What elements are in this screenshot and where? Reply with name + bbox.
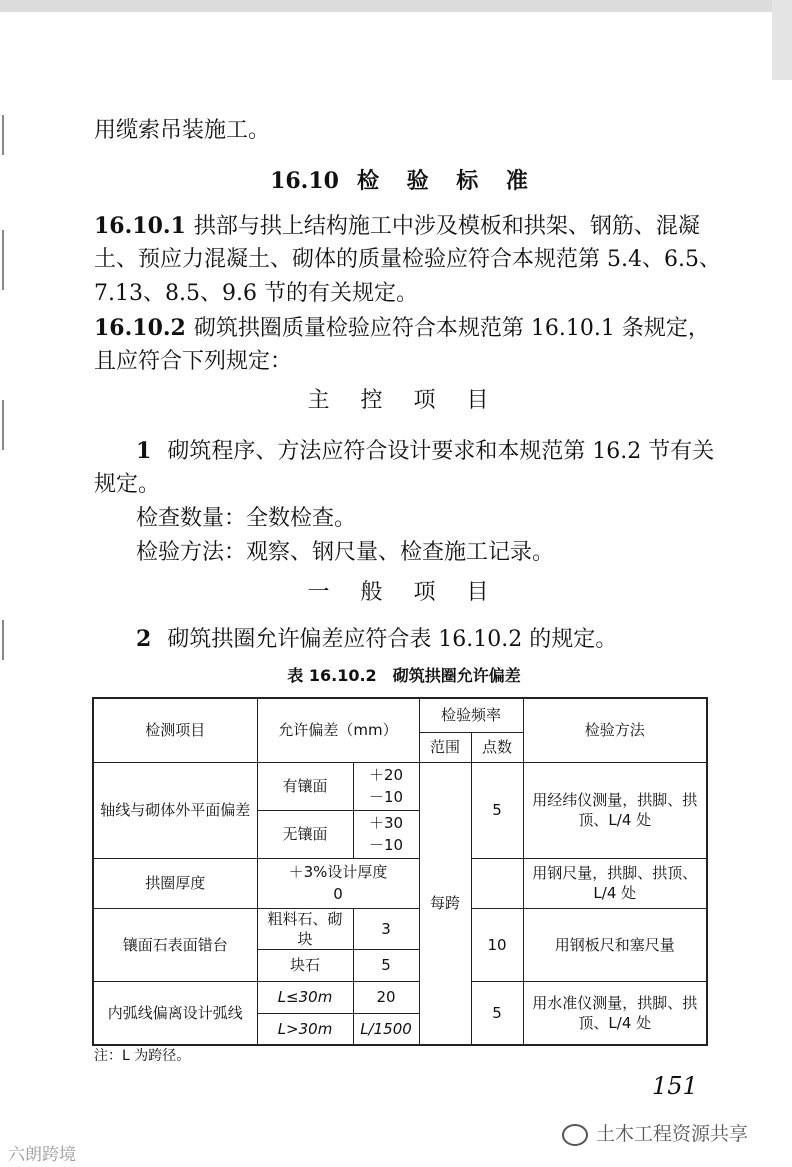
facing-points: 10 — [471, 908, 523, 981]
table-row — [93, 762, 707, 810]
table-caption-title: 砌筑拱圈允许偏差 — [392, 666, 521, 685]
check-quantity: 检查数量：全数检查。 — [136, 506, 357, 531]
axis-sub2-values — [353, 810, 419, 858]
header-points: 点数 — [471, 732, 523, 762]
arc-points: 5 — [471, 981, 523, 1045]
arc-method: 用水准仪测量，拱脚、拱顶、L/4 处 — [523, 981, 707, 1045]
item-1-text: 砌筑程序、方法应符合设计要求和本规范第 16.2 节有关 — [167, 439, 715, 464]
section-number: 16.10 — [270, 168, 339, 194]
facing-item: 镶面石表面错台 — [93, 908, 257, 981]
page-number: 151 — [652, 1072, 698, 1100]
table-caption — [94, 663, 714, 686]
arc-sub1-value: 20 — [353, 981, 419, 1013]
clause-1-line-1 — [94, 211, 714, 242]
axis-method: 用经纬仪测量，拱脚、拱顶、L/4 处 — [523, 762, 707, 858]
section-heading — [94, 166, 714, 196]
axis-sub1-plus: ＋20 — [368, 766, 404, 784]
margin-mark — [2, 115, 4, 155]
axis-sub1-values — [353, 762, 419, 810]
axis-sub2-plus: ＋30 — [368, 814, 404, 832]
section-title: 检 验 标 准 — [356, 168, 538, 194]
watermark-right — [562, 1119, 748, 1146]
thickness-method: 用钢尺量，拱脚、拱顶、L/4 处 — [523, 858, 707, 908]
table-header-row — [93, 698, 707, 732]
facing-method: 用钢板尺和塞尺量 — [523, 908, 707, 981]
clause-2-line-1 — [94, 313, 714, 344]
item-2-text: 砌筑拱圈允许偏差应符合表 16.10.2 的规定。 — [167, 627, 618, 652]
facing-sub2-label: 块石 — [257, 949, 353, 981]
axis-points: 5 — [471, 762, 523, 858]
clause-2-text: 砌筑拱圈质量检验应符合本规范第 16.10.1 条规定， — [193, 316, 710, 341]
arc-sub2-label: L>30m — [257, 1013, 353, 1045]
item-1-line-2: 规定。 — [94, 472, 161, 497]
margin-mark — [2, 230, 4, 290]
axis-sub1-label: 有镶面 — [257, 762, 353, 810]
watermark-right-text: 土木工程资源共享 — [596, 1123, 749, 1145]
table-row — [93, 908, 707, 949]
check-method: 检验方法：观察、钢尺量、检查施工记录。 — [136, 540, 555, 565]
thickness-item: 拱圈厚度 — [93, 858, 257, 908]
wechat-icon — [562, 1124, 588, 1146]
table-row — [93, 858, 707, 908]
axis-item: 轴线与砌体外平面偏差 — [93, 762, 257, 858]
header-tolerance: 允许偏差（mm） — [257, 698, 419, 762]
axis-sub1-minus: －10 — [368, 788, 404, 806]
facing-sub1-value: 3 — [353, 908, 419, 949]
facing-sub1-label: 粗料石、砌块 — [257, 908, 353, 949]
header-item: 检测项目 — [93, 698, 257, 762]
main-items-heading: 主 控 项 目 — [307, 388, 501, 413]
item-2-number: 2 — [136, 626, 152, 652]
axis-sub2-label: 无镶面 — [257, 810, 353, 858]
header-scope: 范围 — [419, 732, 471, 762]
intro-line: 用缆索吊装施工。 — [94, 118, 271, 143]
thickness-minus: 0 — [333, 885, 343, 903]
general-items-heading: 一 般 项 目 — [307, 580, 501, 605]
clause-1-line-2: 土、预应力混凝土、砌体的质量检验应符合本规范第 5.4、6.5、 — [94, 247, 721, 272]
clause-1-text: 拱部与拱上结构施工中涉及模板和拱架、钢筋、混凝 — [193, 214, 700, 239]
arc-sub1-label: L≤30m — [257, 981, 353, 1013]
item-1-number: 1 — [136, 438, 152, 464]
table-note: 注：L 为跨径。 — [94, 1048, 191, 1064]
header-frequency: 检验频率 — [419, 698, 523, 732]
facing-sub2-value: 5 — [353, 949, 419, 981]
clause-2-number: 16.10.2 — [94, 315, 186, 341]
table-caption-number: 表 16.10.2 — [287, 666, 377, 685]
table-row — [93, 981, 707, 1013]
header-method: 检验方法 — [523, 698, 707, 762]
watermark-left: 六朗跨境 — [8, 1145, 76, 1165]
scan-edge-top — [0, 0, 792, 12]
item-1-line-1 — [136, 436, 756, 467]
thickness-values — [257, 858, 419, 908]
margin-mark — [2, 620, 4, 660]
item-2-line — [136, 624, 756, 655]
clause-1-line-3: 7.13、8.5、9.6 节的有关规定。 — [94, 281, 418, 306]
axis-sub2-minus: －10 — [368, 836, 404, 854]
clause-1-number: 16.10.1 — [94, 213, 186, 239]
arc-sub2-value: L/1500 — [353, 1013, 419, 1045]
tolerance-table — [92, 697, 708, 1046]
thickness-points-empty — [471, 858, 523, 908]
arc-item: 内弧线偏离设计弧线 — [93, 981, 257, 1045]
margin-mark — [2, 400, 4, 450]
thickness-plus: ＋3%设计厚度 — [288, 863, 388, 881]
clause-2-line-2: 且应符合下列规定： — [94, 349, 293, 374]
scope-all: 每跨 — [419, 762, 471, 1045]
scan-edge-right — [772, 0, 792, 80]
